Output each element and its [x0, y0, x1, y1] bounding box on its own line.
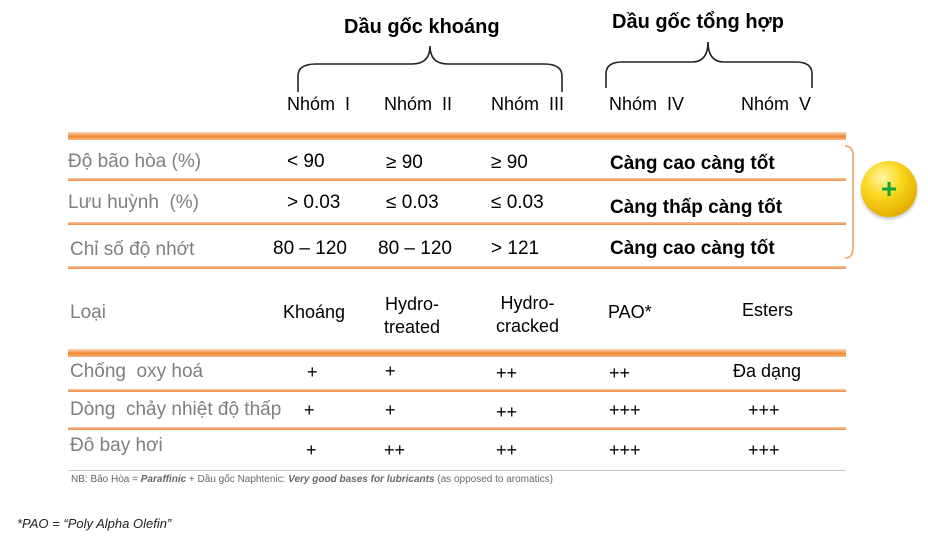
type-row-label: Loại — [70, 302, 106, 323]
cell-group-4: +++ — [609, 440, 641, 460]
cell-group-1: + — [307, 362, 318, 382]
mineral-brace-icon — [290, 40, 570, 96]
note-mid: + Dầu gốc Naphtenic: — [186, 474, 289, 485]
note-prefix: NB: Bão Hòa = — [71, 474, 141, 485]
row-label: Dòng chảy nhiệt độ thấp — [70, 399, 282, 420]
cell-group-5: +++ — [748, 400, 780, 420]
cell-group-2: 80 – 120 — [378, 238, 452, 259]
cell-group-2: + — [385, 361, 396, 381]
cell-group-2: + — [385, 400, 396, 420]
cell-group-2: ≤ 0.03 — [386, 192, 439, 213]
type-group-5: Esters — [742, 300, 794, 320]
type-group-3-line1: Hydro- — [500, 293, 555, 313]
synthetic-oil-heading: Dầu gốc tổng hợp — [612, 11, 784, 33]
note-bold-2: Very good bases for lubricants — [288, 474, 435, 485]
type-group-2-line1: Hydro- — [385, 294, 440, 314]
cell-group-1: + — [304, 400, 315, 420]
type-group-4: PAO* — [608, 302, 652, 322]
cell-group-2: ++ — [384, 440, 406, 460]
cell-group-1: < 90 — [287, 151, 325, 172]
cell-group-4: ++ — [609, 363, 631, 383]
cell-group-3: > 121 — [491, 238, 540, 259]
cell-group-4: +++ — [609, 400, 641, 420]
row-divider — [68, 427, 846, 430]
type-group-3 — [496, 292, 559, 338]
cell-group-3: ≤ 0.03 — [491, 192, 544, 213]
row-label: Độ bão hòa (%) — [68, 151, 202, 172]
type-group-3-line2: cracked — [496, 316, 560, 336]
cell-group-3: ++ — [496, 363, 518, 383]
note-suffix: (as opposed to aromatics) — [434, 474, 553, 485]
table-note — [71, 474, 553, 485]
cell-group-1: 80 – 120 — [273, 238, 347, 259]
column-header-group-5: Nhóm V — [741, 94, 812, 114]
mineral-oil-heading: Dầu gốc khoáng — [344, 16, 500, 38]
note-bold-1: Paraffinic — [140, 474, 187, 485]
type-group-2-line2: treated — [384, 317, 441, 337]
table-bottom-line — [68, 470, 846, 471]
row-divider — [68, 178, 846, 181]
cell-group-3: ++ — [496, 440, 518, 460]
cell-group-3: ++ — [496, 402, 518, 422]
cell-group-1: > 0.03 — [287, 192, 341, 213]
cell-synthetic: Càng cao càng tốt — [610, 238, 775, 259]
cell-group-5: +++ — [748, 440, 780, 460]
column-header-group-4: Nhóm IV — [609, 94, 685, 114]
cell-group-2: ≥ 90 — [386, 152, 423, 173]
row-divider — [68, 266, 846, 269]
right-bracket-icon — [843, 144, 859, 262]
cell-synthetic: Càng thấp càng tốt — [610, 197, 783, 218]
row-label: Chống oxy hoá — [70, 361, 204, 382]
row-divider — [68, 222, 846, 225]
row-label: Chỉ số độ nhớt — [70, 239, 195, 260]
bottom-divider — [68, 349, 846, 357]
row-label: Đô bay hơi — [70, 435, 163, 456]
cell-group-1: + — [306, 440, 317, 460]
cell-group-5: Đa dạng — [733, 361, 802, 381]
top-divider — [68, 132, 846, 140]
cell-group-3: ≥ 90 — [491, 152, 528, 173]
pao-footnote: *PAO = “Poly Alpha Olefin” — [17, 516, 172, 531]
plus-badge-icon: + — [861, 161, 917, 217]
column-header-group-3: Nhóm III — [491, 94, 565, 114]
cell-synthetic: Càng cao càng tốt — [610, 153, 775, 174]
type-group-2 — [384, 293, 440, 339]
type-group-1: Khoáng — [283, 302, 346, 322]
synthetic-brace-icon — [600, 36, 820, 92]
row-label: Lưu huỳnh (%) — [68, 192, 200, 213]
column-header-group-2: Nhóm II — [384, 94, 453, 114]
column-header-group-1: Nhóm I — [287, 94, 351, 114]
row-divider — [68, 389, 846, 392]
